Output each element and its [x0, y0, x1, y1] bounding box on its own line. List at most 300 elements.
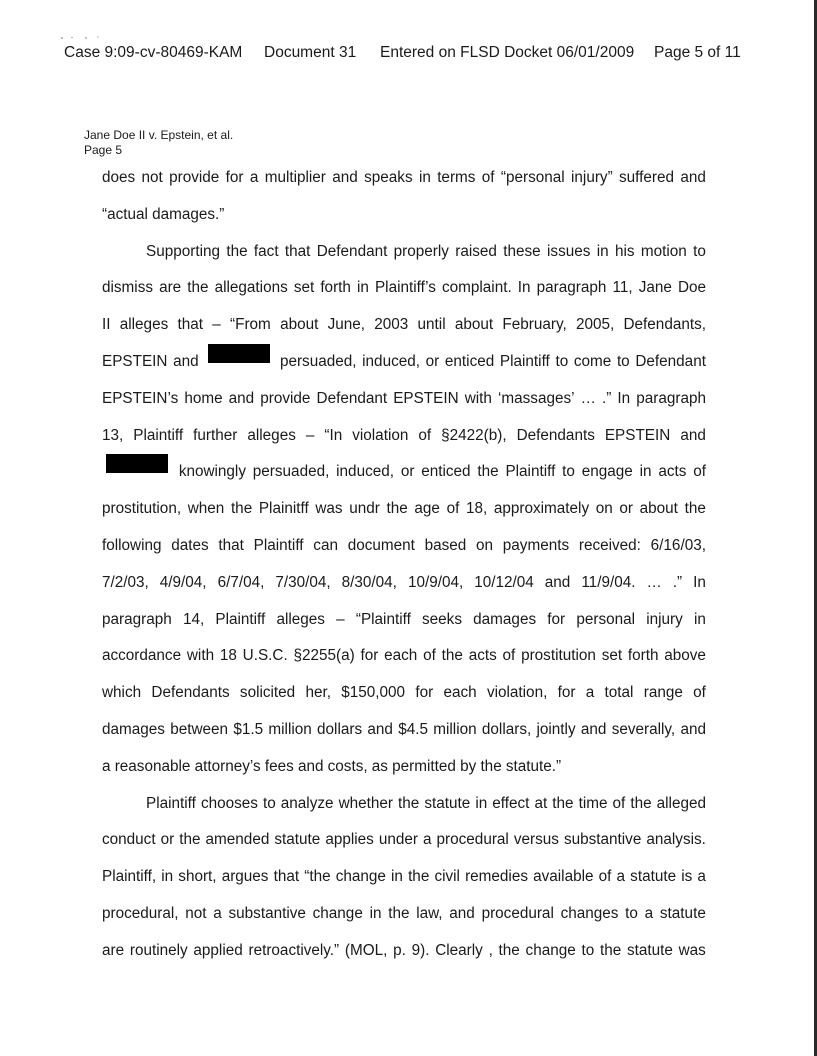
word: and [544, 573, 571, 591]
word: … [580, 389, 596, 407]
word: 11, [612, 279, 633, 297]
word: to [562, 463, 575, 481]
word: Plaintiff [499, 352, 550, 370]
word: and [332, 169, 358, 186]
word: for [415, 684, 434, 702]
word: 7/2/03, [102, 573, 149, 591]
body-line [102, 933, 706, 970]
case-name: Jane Doe II v. Epstein, et al. [84, 128, 234, 142]
word: 18 [219, 647, 237, 665]
word: of [502, 647, 516, 665]
word: not [141, 169, 163, 186]
word: statute [630, 868, 677, 886]
word: alleged [656, 794, 706, 812]
word: available [533, 868, 594, 886]
word: in [693, 610, 706, 628]
word: are [159, 279, 182, 297]
word: alleges [119, 316, 169, 334]
word: in [357, 279, 369, 297]
word: the [179, 831, 201, 849]
word: to [616, 352, 630, 370]
word: and [680, 426, 706, 444]
word: following [102, 536, 162, 554]
word: June, [327, 316, 366, 334]
word: severally, [611, 720, 676, 738]
word: the [552, 794, 574, 812]
word: in [369, 904, 382, 922]
body-line [102, 381, 706, 418]
word: is [681, 868, 693, 886]
body-text [102, 160, 706, 970]
word: motion [640, 242, 687, 260]
word: short, [178, 868, 217, 886]
word: a [249, 169, 259, 186]
word: enticed [421, 463, 471, 481]
word: was [315, 500, 343, 518]
word: retroactively.” [248, 941, 340, 959]
word: these [503, 242, 541, 260]
word: 18, [465, 500, 488, 518]
word: persuaded, [279, 352, 357, 370]
case-caption [84, 128, 233, 158]
word: in [391, 868, 403, 886]
word: approximately [493, 500, 590, 518]
word: effect [492, 794, 530, 812]
body-line [102, 344, 706, 381]
word: Plaintiff [253, 536, 304, 554]
word: change [312, 904, 363, 922]
word: paragraph [636, 389, 706, 407]
word: or [619, 500, 634, 518]
word: 10/12/04 [474, 573, 534, 591]
word: on [595, 500, 613, 518]
word: are [102, 941, 125, 959]
word: – [212, 316, 221, 334]
word: procedural [436, 831, 509, 849]
word: to [693, 242, 706, 260]
body-line [102, 675, 706, 712]
word: statute [424, 794, 471, 812]
word: in [418, 169, 431, 186]
word: payments [502, 536, 570, 554]
word: of [418, 426, 432, 444]
word: U.S.C. [242, 647, 288, 665]
word: document [347, 536, 415, 554]
word: prostitution, [102, 500, 182, 518]
word: fact [253, 242, 279, 260]
word: her, [305, 684, 331, 702]
word: .” [672, 573, 683, 591]
word: issues [547, 242, 591, 260]
word: to [625, 904, 638, 922]
word: 4/9/04, [159, 573, 207, 591]
word: until [417, 316, 446, 334]
word: a [423, 831, 432, 849]
caption-page-label: Page 5 [84, 143, 123, 157]
word: the [230, 500, 253, 518]
word: statute [274, 831, 321, 849]
word: suffered [619, 169, 675, 186]
word: statute [659, 904, 706, 922]
word: Supporting [146, 242, 220, 260]
word: that [177, 316, 203, 334]
word: come [573, 352, 612, 370]
word: “personal [500, 169, 565, 186]
body-line [102, 418, 706, 455]
word: change [525, 941, 576, 959]
word: million [268, 720, 312, 738]
word: each [384, 647, 418, 665]
body-line [102, 638, 706, 675]
word: above [664, 647, 706, 665]
word: further [193, 426, 238, 444]
word: “Plaintiff [355, 610, 411, 628]
word: under [378, 831, 418, 849]
word: argues [221, 868, 269, 886]
word: the [187, 279, 209, 297]
word: paragraph [102, 610, 172, 628]
word: permitted [392, 757, 456, 775]
body-line [102, 822, 706, 859]
word: jointly [536, 720, 576, 738]
word: dollars [317, 720, 363, 738]
page-number: Page 5 of 11 [654, 44, 741, 61]
word: dismiss [102, 279, 153, 297]
word: $150,000 [341, 684, 406, 702]
word: 9). [411, 941, 430, 959]
word: remedies [465, 868, 528, 886]
word: change [335, 868, 386, 886]
word: attorney’s [194, 757, 261, 775]
word: Defendant [316, 389, 388, 407]
word: acts [658, 463, 687, 481]
word: for [360, 647, 379, 665]
word: Defendants, [623, 316, 706, 334]
word: induced, [362, 352, 420, 370]
word: 6/16/03, [650, 536, 706, 554]
word: of [423, 647, 436, 665]
word: alleges [276, 610, 325, 628]
word: acts [468, 647, 497, 665]
word: that [273, 868, 300, 886]
word: his [614, 242, 635, 260]
word: range [643, 684, 683, 702]
word: that [284, 242, 311, 260]
word: the [477, 463, 499, 481]
word: §2255(a) [293, 647, 355, 665]
body-line [102, 307, 706, 344]
word: “In [324, 426, 343, 444]
word: the [599, 941, 622, 959]
word: in [639, 463, 652, 481]
word: for [557, 684, 576, 702]
word: accordance [102, 647, 182, 665]
word: statute.” [505, 757, 562, 775]
word: – [305, 426, 315, 444]
word: and [228, 389, 255, 407]
word: the [630, 794, 652, 812]
word: solicited [239, 684, 296, 702]
word: ‘massages’ [498, 389, 575, 407]
word: of [693, 463, 706, 481]
word: February, [502, 316, 567, 334]
word: Plaintiff’s [374, 279, 436, 297]
word: In [693, 573, 706, 591]
word: “From [230, 316, 271, 334]
word: reasonable [114, 757, 191, 775]
case-number: Case 9:09-cv-80469-KAM [64, 44, 243, 61]
word: the [226, 242, 248, 260]
word: in [161, 868, 174, 886]
word: time [578, 794, 608, 812]
word: a [697, 868, 706, 886]
word: changes [560, 904, 619, 922]
word: of [598, 868, 612, 886]
word: 13, [102, 426, 124, 444]
word: or [400, 463, 415, 481]
word: can [313, 536, 338, 554]
body-line [102, 270, 706, 307]
word: undr [349, 500, 380, 518]
word: a [213, 904, 222, 922]
word: Defendants [151, 684, 230, 702]
word: Plaintiff [133, 426, 184, 444]
word: for [225, 169, 244, 186]
word: and [680, 720, 706, 738]
redaction-box [106, 454, 168, 473]
word: injury” [571, 169, 613, 186]
word: to [555, 352, 569, 370]
word: a [644, 904, 654, 922]
body-line [102, 712, 706, 749]
word: seeks [422, 610, 462, 628]
body-line [102, 565, 706, 602]
word: Plaintiff, [102, 868, 157, 886]
word: EPSTEIN’s [102, 389, 179, 407]
word: II [102, 316, 111, 334]
word: a [616, 868, 626, 886]
document-number: Document 31 [264, 44, 357, 61]
word: and [680, 169, 706, 186]
word: substantive [563, 831, 642, 849]
word: a [102, 757, 111, 775]
word: statute [626, 941, 673, 959]
word: personal [576, 610, 636, 628]
word: 11/9/04. [581, 573, 636, 591]
word: of [693, 684, 706, 702]
word: properly [393, 242, 449, 260]
word: Plaintiff [505, 463, 556, 481]
word: amended [205, 831, 270, 849]
word: in [475, 794, 488, 812]
word: In [617, 389, 631, 407]
word: damages [473, 610, 537, 628]
word: procedural [481, 904, 554, 922]
body-line [102, 491, 706, 528]
word: applied [193, 941, 243, 959]
word: that [218, 536, 244, 554]
word: “the [304, 868, 331, 886]
word: analysis. [646, 831, 706, 849]
word: persuaded, [252, 463, 330, 481]
word: a [585, 684, 595, 702]
word: conduct [102, 831, 156, 849]
word: terms [437, 169, 476, 186]
word: knowingly [178, 463, 246, 481]
word: 2003 [374, 316, 409, 334]
word: Plainitff [258, 500, 309, 518]
word: the [388, 904, 410, 922]
word: damages [102, 720, 165, 738]
word: Defendant [316, 242, 388, 260]
word: by [460, 757, 477, 775]
word: dates [171, 536, 209, 554]
word: 6/7/04, [217, 573, 265, 591]
word: the [684, 500, 706, 518]
word: about [454, 316, 494, 334]
word: fees [264, 757, 294, 775]
body-line [102, 197, 706, 234]
word: and [449, 904, 475, 922]
word: and [297, 757, 324, 775]
word: p. [393, 941, 406, 959]
word: the [441, 647, 463, 665]
word: about [280, 316, 319, 334]
word: EPSTEIN [393, 389, 459, 407]
word: and [580, 720, 607, 738]
body-line [102, 528, 706, 565]
body-line [102, 896, 706, 933]
word: million [433, 720, 477, 738]
word: Defendants [516, 426, 595, 444]
word: paragraph [536, 279, 607, 297]
word: violation [352, 426, 409, 444]
scan-artifact [58, 36, 118, 40]
body-line [102, 786, 706, 823]
word: civil [434, 868, 460, 886]
word: versus [513, 831, 559, 849]
word: the [386, 500, 408, 518]
word: In [517, 279, 531, 297]
word: the [480, 757, 502, 775]
word: enticed [444, 352, 495, 370]
word: prostitution [521, 647, 596, 665]
word: analyze [280, 794, 334, 812]
word: 2005, [575, 316, 615, 334]
word: was [678, 941, 706, 959]
word: whether [338, 794, 393, 812]
word: home [184, 389, 223, 407]
word: or [160, 831, 175, 849]
body-line [102, 454, 706, 491]
word: – [336, 610, 345, 628]
word: $1.5 [233, 720, 264, 738]
word: each [443, 684, 477, 702]
word: … [646, 573, 662, 591]
word: does [102, 169, 136, 186]
word: Doe [677, 279, 706, 297]
word: substantive [228, 904, 306, 922]
word: not [185, 904, 207, 922]
word: allegations [214, 279, 288, 297]
entered-date: Entered on FLSD Docket 06/01/2009 [380, 44, 635, 61]
word: forth [627, 647, 659, 665]
word: “actual [102, 205, 148, 223]
word: alleges [247, 426, 296, 444]
word: 10/9/04, [407, 573, 464, 591]
word: between [170, 720, 229, 738]
word: injury [646, 610, 683, 628]
word: .” [601, 389, 612, 407]
word: at [534, 794, 548, 812]
word: the [398, 794, 420, 812]
word: and [367, 720, 393, 738]
word: multiplier [264, 169, 326, 186]
word: about [639, 500, 678, 518]
word: or [425, 352, 440, 370]
word: Plaintiff [146, 794, 196, 812]
word: to [581, 941, 595, 959]
word: routinely [129, 941, 188, 959]
word: when [187, 500, 225, 518]
word: with [464, 389, 492, 407]
word: age [414, 500, 440, 518]
word: law, [416, 904, 443, 922]
word: for [547, 610, 566, 628]
word: Defendant [635, 352, 706, 370]
word: EPSTEIN [102, 352, 168, 370]
word: and [173, 352, 199, 370]
word: violation, [486, 684, 548, 702]
word: dollars, [481, 720, 532, 738]
word: set [293, 279, 315, 297]
word: , [488, 941, 493, 959]
word: $4.5 [398, 720, 428, 738]
word: raised [455, 242, 497, 260]
word: §2422(b), [441, 426, 507, 444]
body-line [102, 234, 706, 271]
word: Plaintiff [215, 610, 266, 628]
body-line [102, 602, 706, 639]
word: provide [169, 169, 220, 186]
word: Clearly [435, 941, 483, 959]
body-line [102, 859, 706, 896]
word: on [476, 536, 494, 554]
word: of [481, 169, 495, 186]
word: with [186, 647, 215, 665]
word: chooses [200, 794, 258, 812]
word: the [498, 941, 520, 959]
word: engage [581, 463, 633, 481]
word: of [612, 794, 626, 812]
word: the [408, 868, 430, 886]
word: forth [320, 279, 351, 297]
word: to [262, 794, 276, 812]
word: applies [325, 831, 374, 849]
word: costs, [327, 757, 368, 775]
word: provide [260, 389, 311, 407]
word: 7/30/04, [275, 573, 331, 591]
word: procedural, [102, 904, 179, 922]
body-line [102, 749, 706, 786]
word: induced, [336, 463, 394, 481]
word: complaint. [442, 279, 512, 297]
word: received: [578, 536, 641, 554]
word: speaks [364, 169, 413, 186]
redaction-box [208, 344, 270, 363]
word: in [596, 242, 609, 260]
word: damages.” [152, 205, 225, 223]
